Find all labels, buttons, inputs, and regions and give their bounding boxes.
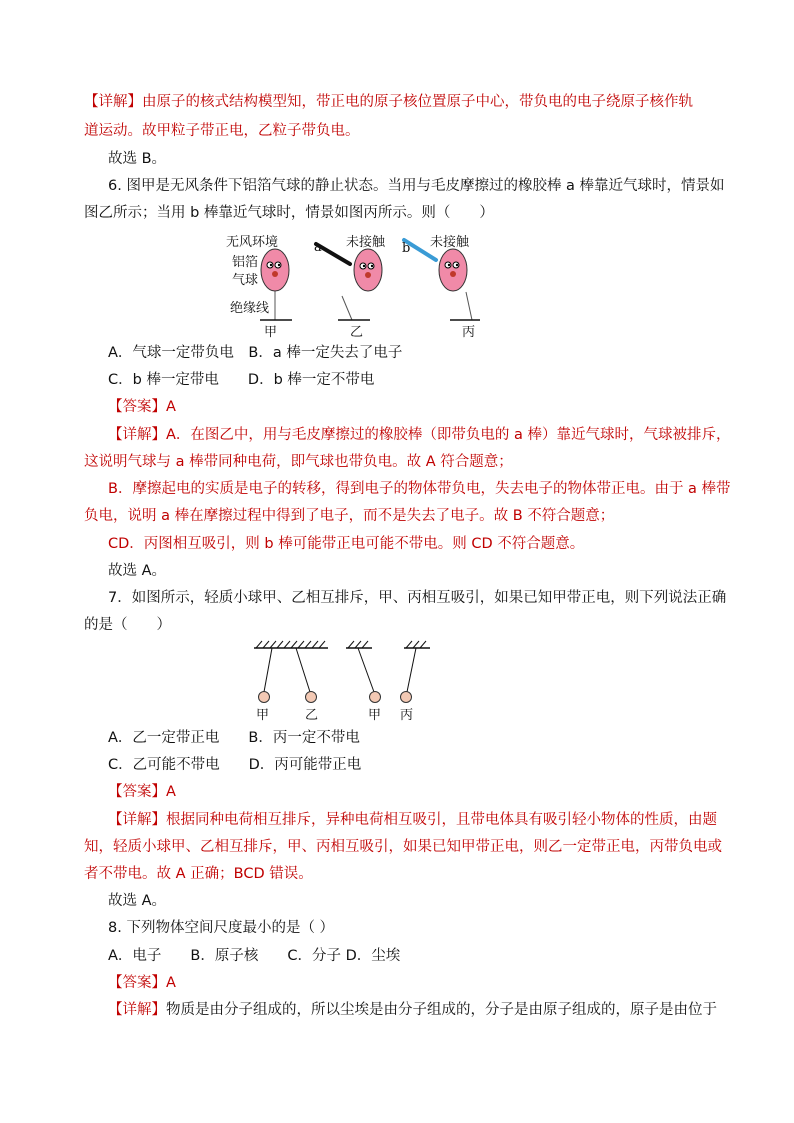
q5-detail-text-1: 由原子的核式结构模型知，带正电的原子核位置原子中心，带负电的电子绕原子核作轨	[142, 94, 693, 110]
pupil	[278, 264, 280, 266]
label-foil-2: 气球	[232, 273, 259, 288]
q6-answer: 【答案】A	[108, 399, 176, 415]
q8-detail-text-1: 物质是由分子组成的，所以尘埃是由分子组成的，分子是由原子组成的，原子是由位于	[166, 1002, 717, 1018]
q6-detail-line-1	[108, 425, 738, 445]
q6-choose: 故选 A。	[108, 563, 167, 579]
q7-label-jia-1: 甲	[256, 708, 270, 723]
detail-tag: 【详解】	[108, 812, 166, 828]
thread-bing	[407, 648, 416, 692]
q8-options: A．电子 B．原子核 C．分子 D．尘埃	[108, 948, 401, 964]
q8-detail-line-1	[108, 1000, 738, 1020]
q7-detail-line-3: 者不带电。故 A 正确；BCD 错误。	[84, 866, 313, 882]
insulating-thread-yi	[342, 296, 352, 320]
q7-label-yi: 乙	[305, 708, 319, 723]
label-insulator: 绝缘线	[230, 301, 270, 316]
balloon-yi	[354, 249, 382, 291]
balloon-jia	[261, 249, 289, 291]
thread-yi	[296, 648, 310, 692]
q6-detail-line-3: B．摩擦起电的实质是电子的转移，得到电子的物体带负电，失去电子的物体带正电。由于 a 棒带	[108, 481, 731, 497]
q6-stem-line-1: 6. 图甲是无风条件下铝箔气球的静止状态。当用与毛皮摩擦过的橡胶棒 a 棒靠近气球时，情景如	[108, 178, 725, 194]
q7-answer: 【答案】A	[108, 784, 176, 800]
balloon-mouth	[450, 271, 456, 277]
pupil	[456, 264, 458, 266]
balloon-bing	[439, 249, 467, 291]
ceiling-1-hatch	[256, 641, 325, 648]
label-foil-1: 铝箔	[232, 255, 259, 270]
thread-jia-1	[264, 648, 272, 692]
ball-bing	[401, 692, 412, 703]
q8-stem: 8. 下列物体空间尺度最小的是（ ）	[108, 920, 335, 936]
pupil	[448, 264, 450, 266]
q7-label-bing: 丙	[400, 708, 414, 723]
caption-yi: 乙	[350, 325, 364, 340]
q5-detail-line-1	[84, 92, 714, 112]
ceiling-2-hatch	[348, 641, 368, 648]
ceiling-3-hatch	[406, 641, 426, 648]
q7-stem-line-2: 的是（ ）	[84, 617, 171, 633]
detail-tag: 【详解】	[84, 94, 142, 110]
q7-detail-text-1: 根据同种电荷相互排斥，异种电荷相互吸引，且带电体具有吸引轻小物体的性质，由题	[166, 812, 717, 828]
ball-jia-1	[259, 692, 270, 703]
label-no-touch-2: 未接触	[430, 235, 470, 250]
pupil	[270, 264, 272, 266]
q5-choose: 故选 B。	[108, 151, 167, 167]
q6-detail-text-1: A．在图乙中，用与毛皮摩擦过的橡胶棒（即带负电的 a 棒）靠近气球时，气球被排斥，	[166, 427, 731, 443]
q7-stem-line-1: 7．如图所示，轻质小球甲、乙相互排斥，甲、丙相互吸引，如果已知甲带正电，则下列说法正确	[108, 590, 727, 606]
q6-options-line-2: C．b 棒一定带电 D．b 棒一定不带电	[108, 372, 375, 388]
q6-stem-line-2: 图乙所示；当用 b 棒靠近气球时，情景如图丙所示。则（ ）	[84, 205, 494, 221]
q6-options-line-1: A．气球一定带负电 B．a 棒一定失去了电子	[108, 345, 403, 361]
q8-answer: 【答案】A	[108, 975, 176, 991]
q7-detail-line-1	[108, 810, 738, 830]
caption-bing: 丙	[462, 325, 476, 340]
ball-jia-2	[370, 692, 381, 703]
q5-detail-line-2: 道运动。故甲粒子带正电，乙粒子带负电。	[84, 123, 360, 139]
q7-detail-line-2: 知，轻质小球甲、乙相互排斥，甲、丙相互吸引，如果已知甲带正电，则乙一定带正电，丙带负电或	[84, 839, 722, 855]
label-no-touch-1: 未接触	[346, 235, 386, 250]
insulating-thread-bing	[466, 292, 472, 320]
q7-options-line-1: A．乙一定带正电 B．丙一定不带电	[108, 730, 360, 746]
pupil	[371, 265, 373, 267]
detail-tag: 【详解】	[108, 1002, 166, 1018]
q6-detail-line-2: 这说明气球与 a 棒带同种电荷，即气球也带负电。故 A 符合题意；	[84, 454, 513, 470]
balloon-mouth	[272, 271, 278, 277]
caption-jia: 甲	[264, 325, 278, 340]
thread-jia-2	[358, 648, 374, 692]
q7-label-jia-2: 甲	[368, 708, 382, 723]
q6-detail-line-4: 负电，说明 a 棒在摩擦过程中得到了电子，而不是失去了电子。故 B 不符合题意；	[84, 508, 615, 524]
q7-choose: 故选 A。	[108, 893, 167, 909]
q6-figure	[220, 228, 480, 338]
label-rod-b: b	[402, 241, 411, 256]
ball-yi	[306, 692, 317, 703]
pupil	[363, 265, 365, 267]
label-rod-a: a	[314, 240, 322, 255]
detail-tag: 【详解】	[108, 427, 166, 443]
balloon-mouth	[365, 272, 371, 278]
q7-options-line-2: C．乙可能不带电 D．丙可能带正电	[108, 757, 362, 773]
label-env: 无风环境	[226, 235, 279, 250]
q7-figure	[250, 640, 440, 725]
q6-detail-line-5: CD．丙图相互吸引，则 b 棒可能带正电可能不带电。则 CD 不符合题意。	[108, 536, 585, 552]
